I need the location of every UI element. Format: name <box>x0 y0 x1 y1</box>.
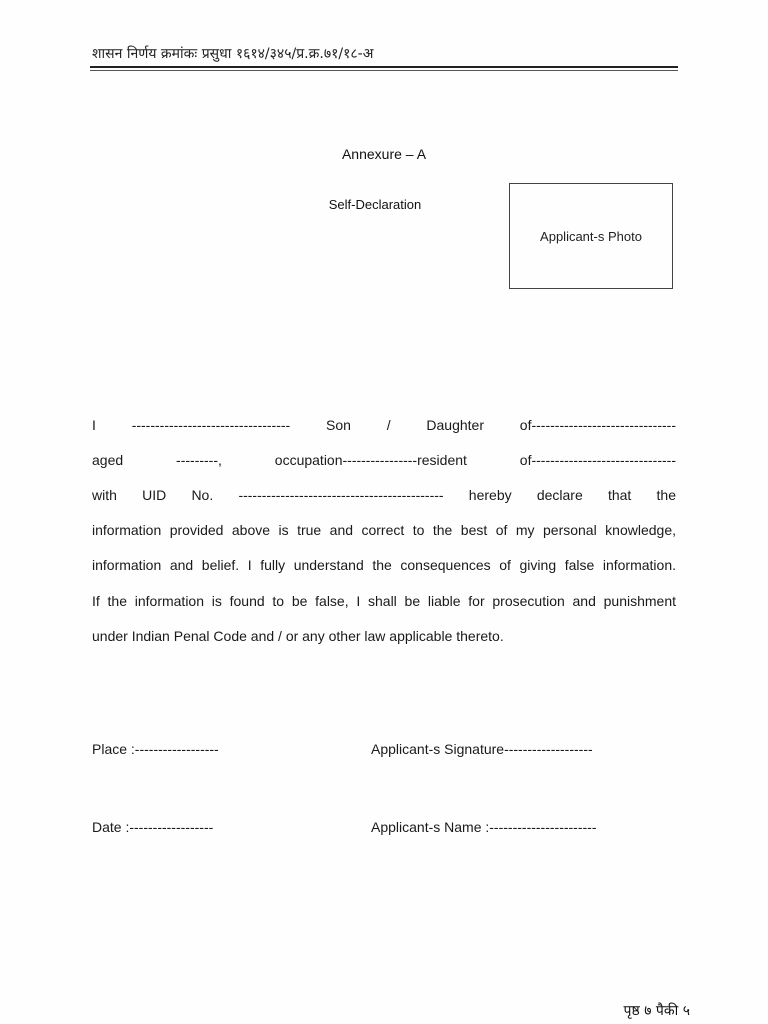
declaration-line-1: I ---------------------------------- Son / Daughter of------------------------------- <box>92 417 676 433</box>
declaration-line-7: under Indian Penal Code and / or any other law applicable thereto. <box>92 628 504 644</box>
header-rule-secondary <box>90 70 678 71</box>
date-field: Date :------------------ <box>92 819 214 835</box>
self-declaration-heading: Self-Declaration <box>328 197 422 212</box>
annexure-title: Annexure – A <box>341 146 427 162</box>
declaration-line-3: with UID No. -------------------------------------------- hereby declare that the <box>92 487 676 503</box>
applicant-photo-box <box>509 183 673 289</box>
place-field: Place :------------------ <box>92 741 219 757</box>
declaration-line-2: aged ---------, occupation----------------resident of------------------------------- <box>92 452 676 468</box>
declaration-line-6: If the information is found to be false, I shall be liable for prosecution and punishment <box>92 593 676 609</box>
page-number: पृष्ठ ७ पैकी ५ <box>623 1003 690 1019</box>
applicant-photo-label: Applicant‐s Photo <box>540 228 642 244</box>
declaration-line-5: information and belief. I fully understand the consequences of giving false information. <box>92 557 676 573</box>
declaration-line-4: information provided above is true and correct to the best of my personal knowledge, <box>92 522 676 538</box>
applicant-signature-field: Applicant‐s Signature------------------- <box>371 741 593 757</box>
header-rule <box>90 66 678 68</box>
government-resolution-reference: शासन निर्णय क्रमांकः प्रसुधा १६१४/३४५/प्र.क्र.७१/१८-अ <box>92 46 374 62</box>
applicant-name-field: Applicant‐s Name :----------------------- <box>371 819 597 835</box>
